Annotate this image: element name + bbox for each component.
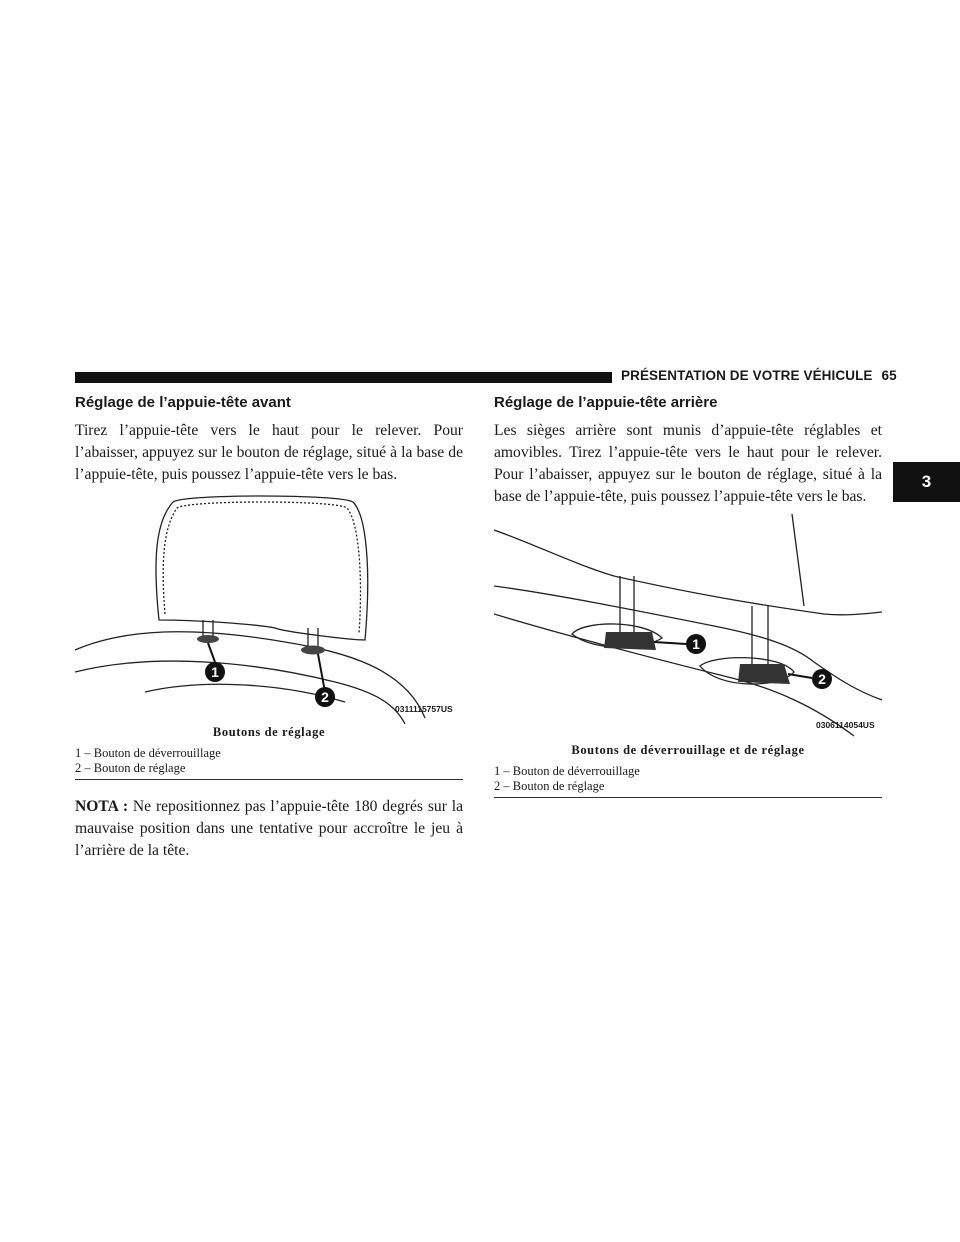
front-headrest-illustration: [75, 492, 463, 724]
front-figure-title: Boutons de réglage: [212, 725, 326, 739]
rear-callout-1: 1: [692, 636, 700, 652]
front-headrest-heading: Réglage de l’appuie-tête avant: [75, 394, 291, 411]
header-rule-bar: [75, 372, 612, 383]
page-number: 65: [881, 368, 897, 383]
rear-callout-2: 2: [818, 671, 826, 687]
front-figure-rule: [75, 779, 463, 780]
rear-legend-item-2: 2 – Bouton de réglage: [494, 779, 605, 793]
rear-figure-title: Boutons de déverrouillage et de réglage: [571, 743, 805, 757]
rear-headrest-illustration: [494, 514, 882, 742]
front-legend-item-1: 1 – Bouton de déverrouillage: [75, 746, 221, 760]
front-headrest-paragraph: Tirez l’appuie-tête vers le haut pour le relever. Pour l’abaisser, appuyez sur le bouton de réglage, situé à la base de l’appuie-tête, puis poussez l’appuie-tête vers le bas.: [75, 422, 463, 483]
running-header: [621, 368, 897, 383]
front-callout-1: 1: [211, 664, 219, 680]
front-callout-2: 2: [321, 689, 329, 705]
front-figure-code: 0311115757US: [395, 704, 453, 714]
chapter-tab: 3: [893, 462, 960, 502]
right-column: [494, 393, 882, 798]
rear-headrest-figure: [494, 514, 882, 742]
rear-figure-rule: [494, 797, 882, 798]
front-headrest-figure: [75, 492, 463, 724]
rear-headrest-paragraph: Les sièges arrière sont munis d’appuie-tête réglables et amovibles. Tirez l’appuie-tête vers le haut pour le relever. Pour l’abaisser, appuyez sur le bouton de réglage, situé à la base de l’appuie-tête, puis poussez l’appuie-tête vers le bas.: [494, 422, 882, 505]
note-text: Ne repositionnez pas l’appuie-tête 180 degrés sur la mauvaise position dans une tentative pour accroître le jeu à l’arrière de la tête.: [75, 798, 463, 859]
rear-figure-code: 0306114054US: [816, 720, 875, 730]
rear-legend-item-1: 1 – Bouton de déverrouillage: [494, 764, 640, 778]
note-label: NOTA :: [75, 798, 129, 815]
front-legend-item-2: 2 – Bouton de réglage: [75, 761, 186, 775]
rear-headrest-heading: Réglage de l’appuie-tête arrière: [494, 394, 718, 411]
section-title: PRÉSENTATION DE VOTRE VÉHICULE: [621, 368, 873, 383]
note-paragraph: [75, 796, 463, 862]
rear-figure-legend: [494, 764, 882, 794]
front-figure-legend: [75, 746, 463, 776]
left-column: [75, 393, 463, 862]
